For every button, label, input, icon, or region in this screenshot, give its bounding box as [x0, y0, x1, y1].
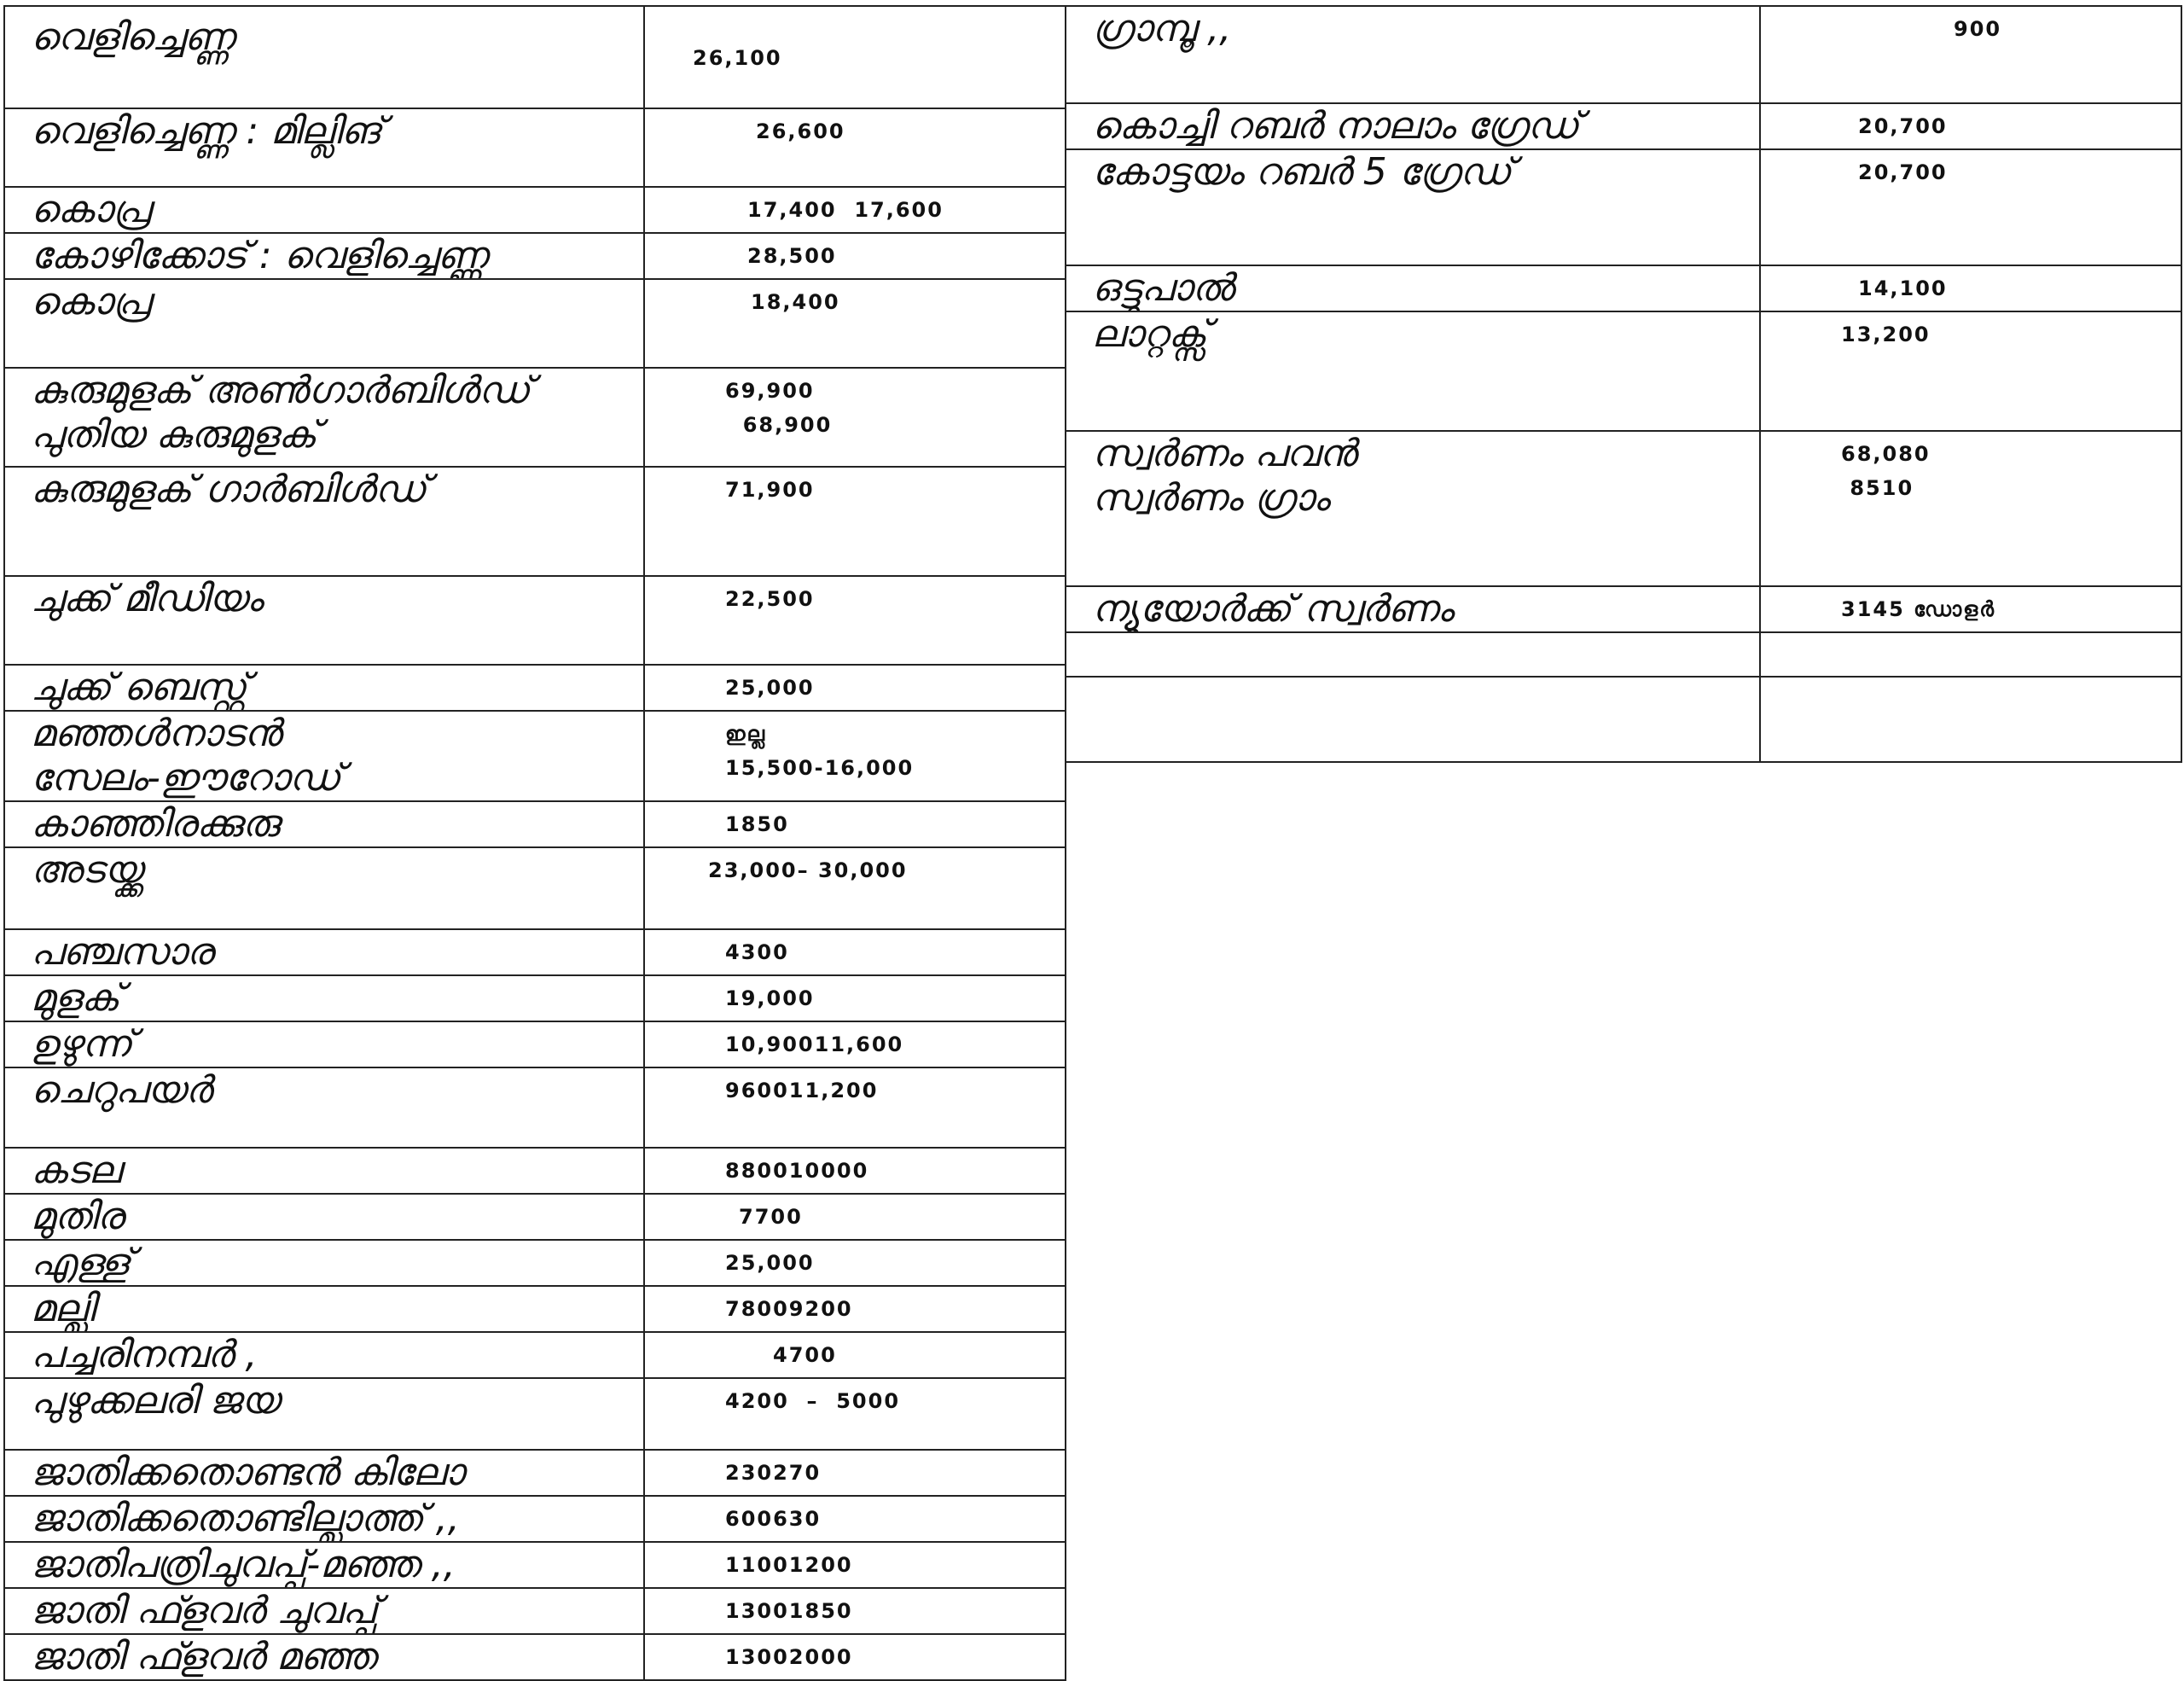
commodity-name-cell [4, 1067, 644, 1148]
commodity-name-cell [4, 1496, 644, 1542]
table-row [4, 1542, 1066, 1588]
price-value: 25,000 [725, 676, 815, 700]
table-row [4, 1496, 1066, 1542]
commodity-name: വെളിച്ചെണ്ണ : മില്ലിങ് [31, 109, 382, 153]
price-value: 15,500-16,000 [725, 756, 915, 780]
price-value: 19,000 [725, 986, 815, 1010]
price-value: 71,900 [725, 478, 815, 502]
table-row [4, 6, 1066, 108]
commodity-name-cell [4, 929, 644, 975]
price-value: 8510 [1841, 476, 1914, 500]
commodity-name-cell [1066, 311, 1760, 431]
price-value: 23,000– 30,000 [708, 858, 908, 882]
table-row [1066, 103, 2181, 149]
table-row [4, 929, 1066, 975]
commodity-name: കുരുമുളക് അൺഗാർബിൾഡ് [31, 369, 531, 412]
commodity-name-cell [4, 1021, 644, 1067]
price-value: 10,90011,600 [725, 1032, 904, 1056]
table-row [4, 847, 1066, 929]
price-value-cell [644, 1148, 1066, 1194]
commodity-name-cell [4, 1286, 644, 1332]
table-row [4, 467, 1066, 576]
table-row [4, 1021, 1066, 1067]
price-value: 4700 [773, 1343, 837, 1367]
commodity-name-cell [4, 187, 644, 233]
table-row [1066, 586, 2181, 632]
table-row [4, 279, 1066, 368]
commodity-name-cell [4, 1450, 644, 1496]
price-value: 3145 ഡോളർ [1841, 597, 1996, 621]
commodity-name: ലാറ്റക്സ് [1092, 312, 1208, 356]
price-value: 68,900 [725, 413, 833, 437]
table-row [4, 975, 1066, 1021]
price-value: 1850 [725, 812, 789, 836]
price-value-cell [644, 1286, 1066, 1332]
table-row [4, 233, 1066, 279]
price-value: 68,080 [1841, 442, 1931, 466]
commodity-name: ഉഴുന്ന് [31, 1022, 133, 1066]
commodity-name: വെളിച്ചെണ്ണ [31, 15, 235, 59]
commodity-name-cell [4, 233, 644, 279]
table-row [4, 1588, 1066, 1634]
price-value: 13001850 [725, 1599, 853, 1623]
commodity-name: പച്ചരിനമ്പർ , [31, 1333, 258, 1376]
price-value-cell [1760, 149, 2181, 265]
table-row [4, 665, 1066, 711]
commodity-name: കൊപ്ര [31, 280, 151, 323]
left-table-body [4, 6, 1066, 1680]
price-value-cell [644, 187, 1066, 233]
price-value-cell [644, 1634, 1066, 1680]
commodity-name-cell [4, 279, 644, 368]
commodity-name: എള്ള് [31, 1241, 131, 1284]
commodity-name-cell [1066, 6, 1760, 103]
commodity-name-cell [1066, 149, 1760, 265]
price-value-cell [644, 711, 1066, 801]
price-value: 26,100 [693, 46, 782, 70]
commodity-name: ചുക്ക് ബെസ്റ്റ് [31, 666, 247, 709]
price-value-cell [1760, 586, 2181, 632]
commodity-name: ഒട്ടുപാൽ [1092, 266, 1234, 310]
price-value-cell [1760, 103, 2181, 149]
commodity-name: മുളക് [31, 976, 120, 1020]
price-value-cell [1760, 632, 2181, 677]
price-value-cell [644, 1332, 1066, 1378]
commodity-name: ഗ്രാമ്പൂ ,, [1092, 7, 1232, 50]
commodity-name: മുതിര [31, 1195, 124, 1238]
commodity-name: ചെറുപയർ [31, 1068, 212, 1112]
commodity-name: ജാതി ഫ്ളവർ ചുവപ്പ് [31, 1589, 378, 1632]
commodity-name: പുതിയ കുരുമുളക് [31, 413, 317, 457]
commodity-name-cell [4, 576, 644, 665]
commodity-name: കൊച്ചി റബർ നാലാം ഗ്രേഡ് [1092, 104, 1580, 148]
price-value-cell [1760, 311, 2181, 431]
table-row [4, 1378, 1066, 1450]
price-value: ഇല്ല [725, 722, 767, 746]
right-price-table [1065, 5, 2182, 763]
commodity-name: കോഴിക്കോട് : വെളിച്ചെണ്ണ [31, 234, 487, 277]
table-row [4, 1634, 1066, 1680]
price-value-cell [644, 1450, 1066, 1496]
table-row [1066, 149, 2181, 265]
table-row [1066, 6, 2181, 103]
price-value-cell [644, 108, 1066, 187]
price-value-cell [644, 929, 1066, 975]
price-value-cell [644, 975, 1066, 1021]
commodity-name-cell [4, 1332, 644, 1378]
commodity-name-cell [4, 711, 644, 801]
table-row [4, 576, 1066, 665]
price-value: 13,200 [1841, 323, 1931, 346]
commodity-name: കുരുമുളക് ഗാർബിൾഡ് [31, 468, 427, 511]
table-row [4, 187, 1066, 233]
commodity-name: സേലം-ഈറോഡ് [31, 756, 341, 800]
table-row [1066, 265, 2181, 311]
price-value-cell [644, 1021, 1066, 1067]
commodity-name-cell [4, 108, 644, 187]
commodity-name-cell [1066, 431, 1760, 586]
table-row [4, 1194, 1066, 1240]
commodity-name-cell [4, 1378, 644, 1450]
commodity-name: ജാതിക്കതൊണ്ടില്ലാത്ത് ,, [31, 1497, 460, 1540]
commodity-name-cell [1066, 103, 1760, 149]
commodity-name-cell [4, 1588, 644, 1634]
table-row [4, 801, 1066, 847]
table-row [1066, 311, 2181, 431]
price-value: 22,500 [725, 587, 815, 611]
price-value-cell [644, 801, 1066, 847]
commodity-name: മഞ്ഞൾനാടൻ [31, 712, 282, 755]
commodity-name: പഞ്ചസാര [31, 930, 213, 974]
commodity-name: ജാതിക്കതൊണ്ടൻ കിലോ [31, 1451, 464, 1494]
price-value: 20,700 [1858, 160, 1948, 184]
price-value-cell [644, 1542, 1066, 1588]
price-value-cell [644, 368, 1066, 467]
commodity-name-cell [4, 847, 644, 929]
table-row [1066, 677, 2181, 762]
price-value-cell [644, 233, 1066, 279]
price-value-cell [644, 1378, 1066, 1450]
commodity-name-cell [1066, 586, 1760, 632]
commodity-name: സ്വർണം ഗ്രാം [1092, 476, 1330, 520]
commodity-name-cell [4, 665, 644, 711]
price-value: 20,700 [1858, 114, 1948, 138]
left-price-table [3, 5, 1066, 1681]
price-value-cell [644, 1588, 1066, 1634]
price-value: 13002000 [725, 1645, 853, 1669]
price-value-cell [644, 576, 1066, 665]
price-value-cell [644, 847, 1066, 929]
right-table-body [1066, 6, 2181, 762]
commodity-name-cell [4, 467, 644, 576]
commodity-name-cell [4, 368, 644, 467]
commodity-name-cell [1066, 632, 1760, 677]
commodity-name-cell [4, 1194, 644, 1240]
price-value-cell [1760, 431, 2181, 586]
commodity-name-cell [4, 975, 644, 1021]
price-value-cell [644, 1240, 1066, 1286]
price-value: 4300 [725, 940, 789, 964]
price-value: 960011,200 [725, 1079, 879, 1102]
commodity-name: ന്യൂയോർക്ക് സ്വർണം [1092, 587, 1454, 631]
price-value: 600630 [725, 1507, 822, 1531]
commodity-name: ജാതി ഫ്ളവർ മഞ്ഞ [31, 1635, 376, 1678]
commodity-name-cell [4, 6, 644, 108]
price-value-cell [644, 1067, 1066, 1148]
commodity-name-cell [4, 801, 644, 847]
price-value: 11001200 [725, 1553, 853, 1577]
price-value-cell [644, 1194, 1066, 1240]
commodity-name: സ്വർണം പവൻ [1092, 432, 1356, 475]
price-value: 14,100 [1858, 276, 1948, 300]
price-value: 7700 [739, 1205, 803, 1229]
table-row [4, 1067, 1066, 1148]
commodity-name: കടല [31, 1149, 121, 1192]
commodity-name: കൊപ്ര [31, 188, 151, 231]
price-value: 78009200 [725, 1297, 853, 1321]
commodity-name: ചുക്ക് മീഡിയം [31, 577, 263, 620]
price-value: 25,000 [725, 1251, 815, 1275]
table-row [4, 1148, 1066, 1194]
table-row [4, 1332, 1066, 1378]
commodity-name-cell [4, 1240, 644, 1286]
commodity-name: അടയ്ക്ക [31, 848, 142, 892]
table-row [4, 711, 1066, 801]
price-value: 880010000 [725, 1159, 869, 1183]
table-row [4, 368, 1066, 467]
table-row [4, 1240, 1066, 1286]
price-value: 26,600 [756, 119, 845, 143]
commodity-name: കാഞ്ഞിരക്കുരു [31, 802, 280, 846]
commodity-name-cell [1066, 677, 1760, 762]
commodity-name-cell [4, 1148, 644, 1194]
price-value: 900 [1954, 17, 2002, 41]
commodity-name-cell [4, 1634, 644, 1680]
commodity-name: ജാതിപത്രിചുവപ്പ്-മഞ്ഞ ,, [31, 1543, 456, 1586]
price-value-cell [644, 467, 1066, 576]
price-value: 28,500 [747, 244, 837, 268]
price-value: 230270 [725, 1461, 822, 1485]
table-row [1066, 431, 2181, 586]
price-value: 69,900 [725, 379, 815, 403]
commodity-name: കോട്ടയം റബർ 5 ഗ്രേഡ് [1092, 150, 1512, 194]
table-row [4, 1450, 1066, 1496]
table-row [1066, 632, 2181, 677]
table-row [4, 108, 1066, 187]
price-value-cell [644, 6, 1066, 108]
commodity-name-cell [4, 1542, 644, 1588]
price-value-cell [1760, 265, 2181, 311]
price-value-cell [1760, 6, 2181, 103]
table-row [4, 1286, 1066, 1332]
commodity-name-cell [1066, 265, 1760, 311]
price-value-cell [644, 665, 1066, 711]
price-value: 18,400 [751, 290, 840, 314]
commodity-name: പുഴുക്കലരി ജയ [31, 1379, 280, 1422]
price-value-cell [644, 279, 1066, 368]
price-value-cell [644, 1496, 1066, 1542]
commodity-name: മല്ലി [31, 1287, 95, 1330]
price-value: 17,400 17,600 [747, 198, 944, 222]
price-value-cell [1760, 677, 2181, 762]
price-value: 4200 – 5000 [725, 1389, 901, 1413]
